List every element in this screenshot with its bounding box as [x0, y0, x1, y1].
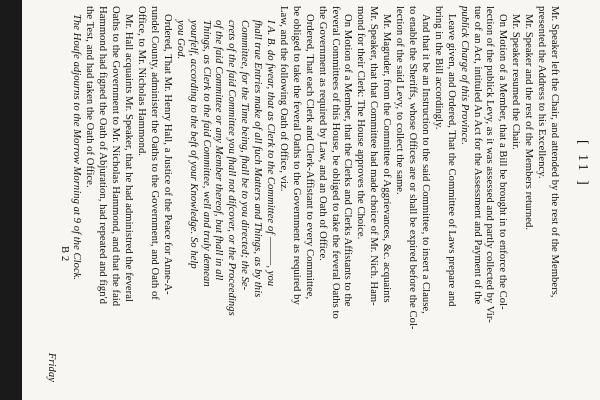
text-line: mond for their Clerk: The House approves the Choice.: [355, 6, 367, 240]
text-line: lection of the publick Levy, as it was assessed and partly collected by Vir-: [484, 6, 496, 323]
text-line: Law, and the following Oath of Office, viz.: [277, 6, 289, 192]
rotated-page: [22, 0, 600, 400]
text-line: feveral Committees of this House, be obliged to take the feveral Oaths to: [329, 6, 341, 319]
text-line: Office, to Mr. Nicholas Hammond.: [136, 6, 147, 156]
signature-mark: B 2: [58, 246, 70, 262]
text-line: Mr. Speaker left the Chair, and attended by the rest of the Members,: [549, 6, 560, 298]
page-number: [ 11 ]: [575, 140, 590, 188]
text-line: Committee, for the Time being, fhall be to you directed; the Se-: [239, 20, 251, 291]
text-line: bring in the Bill accordingly.: [432, 6, 444, 130]
text-line: the Test, and had taken the Oath of Office.: [84, 6, 96, 188]
text-line: of the faid Committee or any Member thereof, but fhall in all: [213, 20, 225, 281]
text-line: Mr. Magruder, from the Committee of Aggrievances, &c. acquaints: [381, 14, 393, 303]
text-line: On Motion of a Member, that a Bill be brought in to enforce the Col-: [497, 14, 509, 310]
text-line: be obliged to take the feveral Oaths to the Government as required by: [290, 6, 302, 305]
text-line: crets of the faid Committee you fhall not difcover, or the Proceedings: [226, 20, 238, 316]
text-line: And that it be an Instruction to the said Committee, to insert a Clause,: [419, 14, 431, 314]
catchword: Friday: [45, 352, 57, 382]
text-line: rundel County, administer the Oaths to the Government, and Oath of: [148, 6, 160, 300]
text-line: Mr. Speaker and the rest of the Members returned.: [523, 14, 535, 231]
text-line: publick Charge of this Province.: [458, 6, 470, 145]
text-line: Mr. Hall acquaints Mr. Speaker, that he had administred the feveral: [123, 14, 135, 302]
text-line: fhall true Entries make of all fuch Matters and Things, as by this: [252, 20, 264, 298]
text-line: Things, as Clerk to the faid Committee, well and truly demean: [200, 20, 212, 287]
text-line: to enable the Sheriffs, whose Offices are or shall be expired before the Col-: [407, 6, 419, 330]
text-line: tue of an Act, intituled An Act for the Assessment and Payment of the: [471, 6, 483, 305]
text-line: The Houfe adjourns to the Morrow Morning at 9 of the Clock.: [71, 14, 83, 281]
text-line: I A. B. do fwear, that as Clerk to the Committee of ———, you: [265, 20, 277, 287]
text-line: Ordered, That Mr. Henry Hall, a Justice of the Peace for Anne-A-: [161, 14, 173, 295]
text-line: On Motion of a Member, that the Clerks and Clerks Affistants to the: [342, 14, 354, 307]
text-line: lection of the said Levy, to collect the same.: [394, 6, 406, 195]
text-line: the Government as required by Law, and an Oath of Office.: [316, 6, 328, 261]
body-text: [44, 6, 560, 392]
text-line: Mr. Speaker resumed the Chair.: [510, 14, 522, 150]
text-line: Mr. Speaker, that that Committee had made choice of Mr. Nich. Ham-: [368, 6, 380, 306]
text-line: yourfelf, according to the beft of your Knowledge. So help: [187, 20, 199, 269]
text-line: Ordered, That each Clerk and Clerk-Affistant to every Committee,: [303, 14, 315, 300]
text-line: Leave given, and Ordered, That the Committee of Laws prepare and: [445, 14, 457, 307]
scan-margin-strip: [0, 0, 22, 400]
text-line: you God.: [174, 20, 186, 60]
text-line: Oaths to the Government to Mr. Nicholas Hammond, and that the faid: [110, 6, 122, 307]
text-line: Hammond had figned the Oath of Abjuration, had repeated and fign'd: [97, 6, 109, 304]
text-line: presented the Address to his Excellency.: [536, 6, 548, 179]
